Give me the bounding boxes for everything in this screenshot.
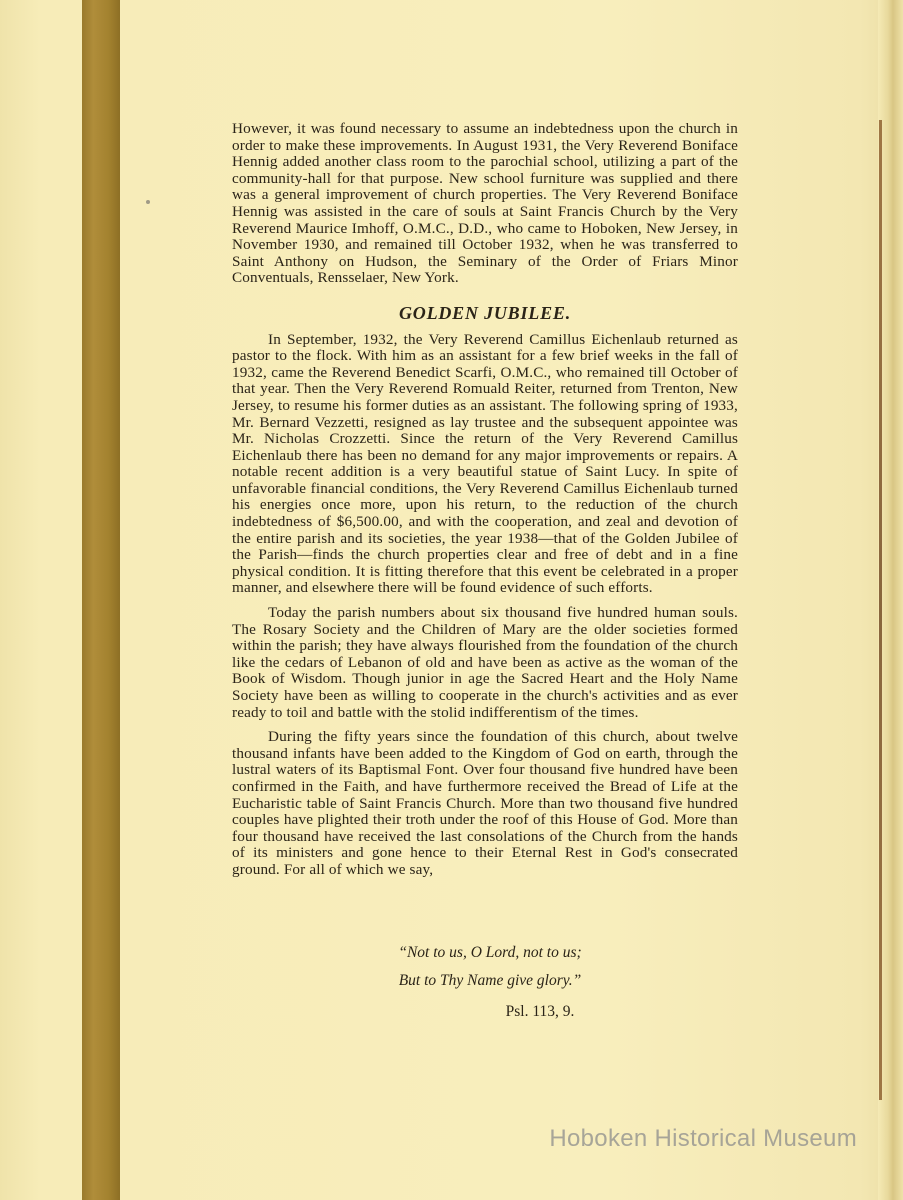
paragraph-fifty-years: During the fifty years since the foundation of this church, about twelve thousand infants have been added to the Kingdom of God on earth, through the lustral waters of its Baptismal Font. Over four thousand five hundred have been confirmed in the Faith, and have furthermore received the Bread of Life at the Eucharistic table of Saint Francis Church. More than two thousand five hundred couples have plighted their troth under the roof of this House of God. More than four thousand have received the last consolations of the Church from the hands of its ministers and gone hence to their Eternal Rest in God's consecrated ground. For all of which we say, xyxy=(232,728,738,878)
gold-binding-stripe xyxy=(82,0,120,1200)
body-text xyxy=(232,121,738,879)
psalm-citation: Psl. 113, 9. xyxy=(505,1003,575,1020)
section-heading: GOLDEN JUBILEE. xyxy=(398,302,571,323)
quote-line-2: But to Thy Name give glory.” xyxy=(398,972,582,989)
intro-paragraph: However, it was found necessary to assume an indebtedness upon the church in order to make these improvements. In August 1931, the Very Reverend Boniface Hennig added another class room to the parochial school, utilizing a part of the community-hall for that purpose. New school furniture was supplied and there was a general improvement of church properties. The Very Reverend Boniface Hennig was assisted in the care of souls at Saint Francis Church by the Very Reverend Maurice Imhoff, O.M.C., D.D., who came to Hoboken, New Jersey, in November 1930, and remained till October 1932, when he was transferred to Saint Anthony on Hudson, the Seminary of the Order of Friars Minor Conventuals, Rensselaer, New York. xyxy=(232,120,738,287)
quote-line-1: “Not to us, O Lord, not to us; xyxy=(398,944,582,961)
binding-edge-mark xyxy=(879,120,882,1100)
paragraph-jubilee: In September, 1932, the Very Reverend Camillus Eichenlaub returned as pastor to the flock. With him as an assistant for a few brief weeks in the fall of 1932, came the Reverend Benedict Scarfi, O.M.C., who remained till October of that year. Then the Very Reverend Romuald Reiter, returned from Trenton, New Jersey, to resume his former duties as an assistant. The following spring of 1933, Mr. Bernard Vezzetti, resigned as lay trustee and the subsequent appointee was Mr. Nicholas Crozzetti. Since the return of the Very Reverend Camillus Eichenlaub there has been no demand for any major improvements or repairs. A notable recent addition is a very beautiful statue of Saint Lucy. In spite of unfavorable financial conditions, the Very Reverend Camillus Eichenlaub turned his energies once more, upon his return, to the reduction of the church indebtedness of $6,500.00, and with the cooperation, and zeal and devotion of the entire parish and its societies, the year 1938—that of the Golden Jubilee of the Parish—finds the church properties clear and free of debt and in a fine physical condition. It is fitting therefore that this event be celebrated in a proper manner, and elsewhere there will be found evidence of such efforts. xyxy=(232,330,738,597)
paragraph-parish: Today the parish numbers about six thousand five hundred human souls. The Rosary Society and the Children of Mary are the older societies formed within the parish; they have always flourished from the foundation of the church like the cedars of Lebanon of old and have been as active as the woman of the Book of Wisdom. Though junior in age the Sacred Heart and the Holy Name Society have been as willing to cooperate in the church's activities and as ever ready to toil and battle with the stolid indifferentism of the times. xyxy=(232,604,738,721)
paper-speck xyxy=(146,200,150,204)
museum-watermark: Hoboken Historical Museum xyxy=(549,1125,857,1152)
